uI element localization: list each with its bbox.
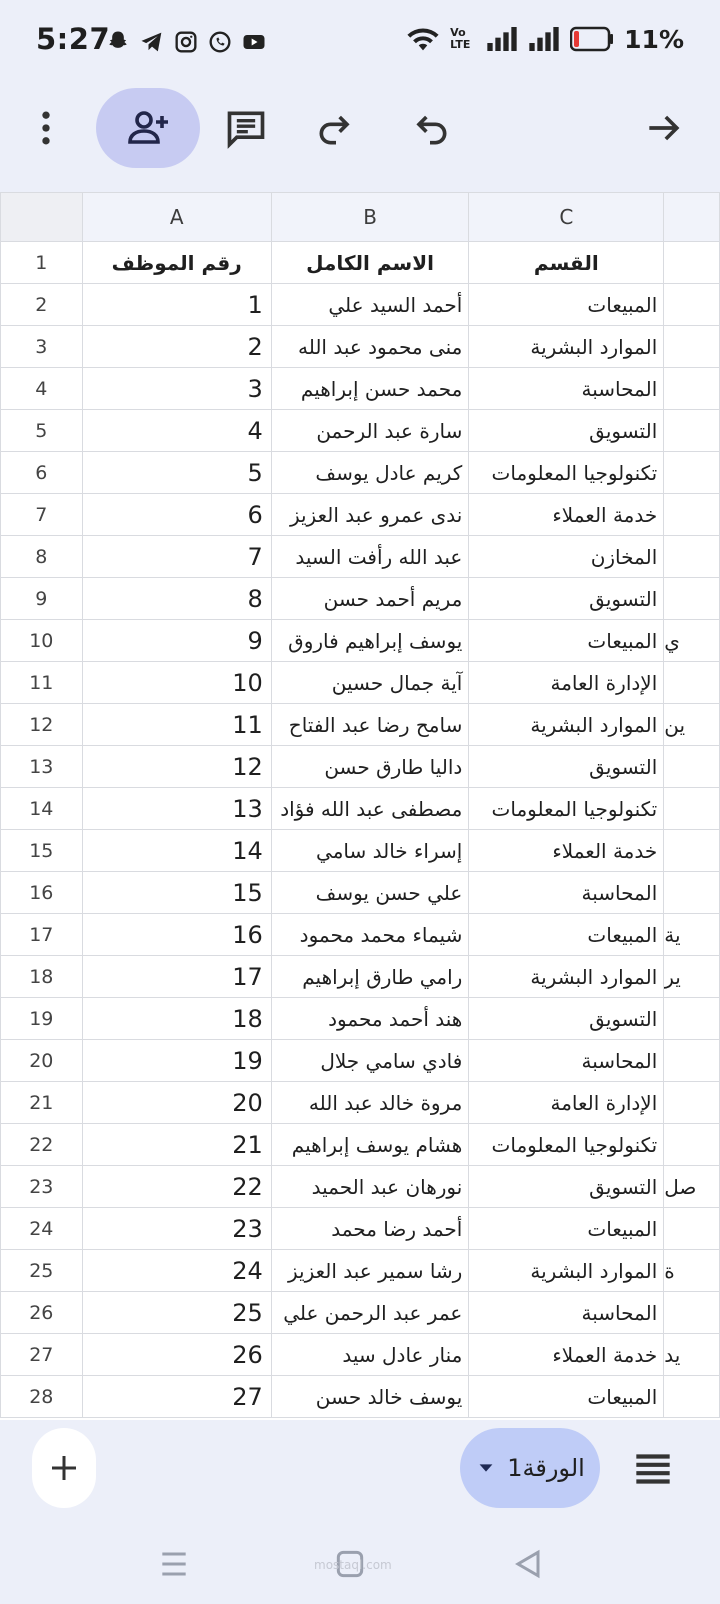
cell-full-name[interactable]: علي حسن يوسف <box>271 872 469 914</box>
row-number[interactable]: 16 <box>1 872 83 914</box>
column-header-a[interactable]: A <box>82 193 271 242</box>
cell-full-name[interactable]: مروة خالد عبد الله <box>271 1082 469 1124</box>
table-row <box>1 998 720 1040</box>
cell-column-d[interactable] <box>664 368 720 410</box>
cell-column-d[interactable] <box>664 1124 720 1166</box>
select-all-corner[interactable] <box>1 193 83 242</box>
cell-department[interactable]: المحاسبة <box>469 368 664 410</box>
cell-employee-id[interactable]: 11 <box>82 704 271 746</box>
row-number[interactable]: 22 <box>1 1124 83 1166</box>
row-number[interactable]: 28 <box>1 1376 83 1418</box>
cell-column-d[interactable] <box>664 1376 720 1418</box>
network-label: Vo LTE <box>450 26 471 51</box>
cell-full-name[interactable]: منى محمود عبد الله <box>271 326 469 368</box>
table-row <box>1 956 720 998</box>
sheet-tabs-bar <box>0 1420 720 1532</box>
cell-employee-id[interactable]: 1 <box>82 284 271 326</box>
cell-department[interactable]: خدمة العملاء <box>469 494 664 536</box>
table-row <box>1 578 720 620</box>
cell-column-d[interactable]: صل <box>664 1166 720 1208</box>
cell-employee-id[interactable]: 23 <box>82 1208 271 1250</box>
cell-employee-id[interactable]: 3 <box>82 368 271 410</box>
cell-column-d[interactable] <box>664 1292 720 1334</box>
cell-department[interactable]: المحاسبة <box>469 1040 664 1082</box>
table-row <box>1 1082 720 1124</box>
table-row <box>1 1376 720 1418</box>
cell-department[interactable]: خدمة العملاء <box>469 1334 664 1376</box>
cell-column-d[interactable] <box>664 410 720 452</box>
row-number[interactable]: 27 <box>1 1334 83 1376</box>
cell-column-d[interactable]: ين <box>664 704 720 746</box>
forward-button[interactable] <box>624 88 704 168</box>
cell-full-name[interactable]: مريم أحمد حسن <box>271 578 469 620</box>
more-options-button[interactable] <box>6 88 86 168</box>
battery-percent: 11% <box>624 24 684 54</box>
status-app-icons <box>104 28 268 56</box>
sheet-list-icon <box>628 1444 678 1494</box>
status-time: 5:27 <box>36 22 111 56</box>
cell-full-name[interactable]: داليا طارق حسن <box>271 746 469 788</box>
spreadsheet-grid[interactable] <box>0 192 720 1420</box>
table-row <box>1 452 720 494</box>
row-number[interactable]: 13 <box>1 746 83 788</box>
cell-employee-id[interactable]: 21 <box>82 1124 271 1166</box>
table-row <box>1 872 720 914</box>
cell-column-d[interactable] <box>664 830 720 872</box>
table-row <box>1 914 720 956</box>
undo-button[interactable] <box>390 88 470 168</box>
table-row <box>1 704 720 746</box>
cell-column-d[interactable] <box>664 788 720 830</box>
cell-column-d[interactable] <box>664 998 720 1040</box>
cell-department[interactable]: المبيعات <box>469 914 664 956</box>
signal-icon-2 <box>528 25 560 53</box>
cell-full-name[interactable]: رشا سمير عبد العزيز <box>271 1250 469 1292</box>
recent-apps-icon[interactable] <box>154 1544 194 1584</box>
column-header-c[interactable]: C <box>469 193 664 242</box>
signal-icon <box>486 25 518 53</box>
cell-column-d[interactable] <box>664 578 720 620</box>
cell-department[interactable]: المبيعات <box>469 1208 664 1250</box>
cell-department[interactable]: المحاسبة <box>469 1292 664 1334</box>
table-row <box>1 326 720 368</box>
sheet-tab-label: الورقة1 <box>507 1454 585 1482</box>
cell-employee-id[interactable]: 16 <box>82 914 271 956</box>
cell-full-name[interactable]: عمر عبد الرحمن علي <box>271 1292 469 1334</box>
dropdown-arrow-icon <box>475 1457 497 1479</box>
cell-full-name[interactable]: أحمد السيد علي <box>271 284 469 326</box>
cell-employee-id[interactable]: 20 <box>82 1082 271 1124</box>
cell-department[interactable]: المحاسبة <box>469 872 664 914</box>
row-number[interactable]: 12 <box>1 704 83 746</box>
table-row <box>1 1208 720 1250</box>
cell-employee-id[interactable]: 22 <box>82 1166 271 1208</box>
cell-full-name[interactable]: أحمد رضا محمد <box>271 1208 469 1250</box>
header-row <box>1 242 720 284</box>
cell-department[interactable]: التسويق <box>469 998 664 1040</box>
row-number[interactable]: 9 <box>1 578 83 620</box>
table-row <box>1 536 720 578</box>
row-number[interactable]: 5 <box>1 410 83 452</box>
row-number[interactable]: 20 <box>1 1040 83 1082</box>
row-number[interactable]: 25 <box>1 1250 83 1292</box>
cell-employee-id[interactable]: 2 <box>82 326 271 368</box>
table-row <box>1 830 720 872</box>
row-number[interactable]: 4 <box>1 368 83 410</box>
cell-department[interactable]: المبيعات <box>469 1376 664 1418</box>
cell-full-name[interactable]: سارة عبد الرحمن <box>271 410 469 452</box>
sheet-table <box>0 192 720 1418</box>
cell-column-d[interactable] <box>664 452 720 494</box>
table-row <box>1 494 720 536</box>
cell-full-name[interactable]: فادي سامي جلال <box>271 1040 469 1082</box>
table-row <box>1 788 720 830</box>
row-number[interactable]: 17 <box>1 914 83 956</box>
row-number[interactable]: 26 <box>1 1292 83 1334</box>
cell-column-d[interactable] <box>664 1208 720 1250</box>
cell-employee-id[interactable]: 5 <box>82 452 271 494</box>
table-row <box>1 284 720 326</box>
cell-department[interactable]: تكنولوجيا المعلومات <box>469 788 664 830</box>
cell-full-name[interactable]: نورهان عبد الحميد <box>271 1166 469 1208</box>
cell-department[interactable]: المخازن <box>469 536 664 578</box>
row-number[interactable]: 19 <box>1 998 83 1040</box>
cell-full-name[interactable]: منار عادل سيد <box>271 1334 469 1376</box>
column-header-row <box>1 193 720 242</box>
cell-column-d[interactable] <box>664 494 720 536</box>
table-row <box>1 1040 720 1082</box>
cell-full-name[interactable]: كريم عادل يوسف <box>271 452 469 494</box>
cell-full-name[interactable]: سامح رضا عبد الفتاح <box>271 704 469 746</box>
cell-department[interactable]: الإدارة العامة <box>469 662 664 704</box>
table-row <box>1 1124 720 1166</box>
cell-column-d[interactable] <box>664 536 720 578</box>
row-number[interactable]: 24 <box>1 1208 83 1250</box>
cell-department[interactable]: الموارد البشرية <box>469 956 664 998</box>
undo-icon <box>408 106 452 150</box>
cell-employee-id[interactable]: 19 <box>82 1040 271 1082</box>
cell-department[interactable]: التسويق <box>469 578 664 620</box>
cell-employee-id[interactable]: 26 <box>82 1334 271 1376</box>
cell-department[interactable]: التسويق <box>469 410 664 452</box>
add-sheet-button[interactable] <box>32 1428 96 1508</box>
cell-full-name[interactable]: شيماء محمد محمود <box>271 914 469 956</box>
share-person-add-icon <box>124 104 172 152</box>
cell-column-d[interactable] <box>664 872 720 914</box>
sheets-toolbar <box>0 84 720 192</box>
cell-department[interactable]: المبيعات <box>469 620 664 662</box>
table-row <box>1 368 720 410</box>
cell-column-d[interactable] <box>664 746 720 788</box>
row-number[interactable]: 15 <box>1 830 83 872</box>
table-row <box>1 620 720 662</box>
row-number[interactable]: 23 <box>1 1166 83 1208</box>
cell-a1-employee-id-header[interactable]: رقم الموظف <box>82 242 271 284</box>
cell-department[interactable]: الموارد البشرية <box>469 1250 664 1292</box>
cell-department[interactable]: الموارد البشرية <box>469 704 664 746</box>
cell-employee-id[interactable]: 25 <box>82 1292 271 1334</box>
cell-full-name[interactable]: رامي طارق إبراهيم <box>271 956 469 998</box>
cell-employee-id[interactable]: 6 <box>82 494 271 536</box>
cell-department[interactable]: المبيعات <box>469 284 664 326</box>
sheet-tab-1[interactable] <box>460 1428 600 1508</box>
row-number[interactable]: 14 <box>1 788 83 830</box>
table-row <box>1 1166 720 1208</box>
back-icon[interactable] <box>508 1544 548 1584</box>
table-row <box>1 662 720 704</box>
cell-department[interactable]: تكنولوجيا المعلومات <box>469 452 664 494</box>
cell-employee-id[interactable]: 8 <box>82 578 271 620</box>
forward-arrow-icon <box>642 106 686 150</box>
cell-column-d[interactable]: ير <box>664 956 720 998</box>
cell-employee-id[interactable]: 10 <box>82 662 271 704</box>
cell-column-d[interactable] <box>664 1040 720 1082</box>
cell-full-name[interactable]: إسراء خالد سامي <box>271 830 469 872</box>
cell-full-name[interactable]: آية جمال حسين <box>271 662 469 704</box>
cell-department[interactable]: الموارد البشرية <box>469 326 664 368</box>
snapchat-icon <box>104 28 132 56</box>
cell-full-name[interactable]: يوسف خالد حسن <box>271 1376 469 1418</box>
row-number[interactable]: 2 <box>1 284 83 326</box>
cell-column-d[interactable] <box>664 662 720 704</box>
cell-column-d[interactable] <box>664 1082 720 1124</box>
cell-column-d[interactable]: ة <box>664 1250 720 1292</box>
row-number[interactable]: 10 <box>1 620 83 662</box>
cell-department[interactable]: الإدارة العامة <box>469 1082 664 1124</box>
cell-full-name[interactable]: هشام يوسف إبراهيم <box>271 1124 469 1166</box>
table-row <box>1 746 720 788</box>
cell-column-d[interactable]: ية <box>664 914 720 956</box>
row-number[interactable]: 8 <box>1 536 83 578</box>
cell-c1-department-header[interactable]: القسم <box>469 242 664 284</box>
cell-department[interactable]: تكنولوجيا المعلومات <box>469 1124 664 1166</box>
cell-employee-id[interactable]: 27 <box>82 1376 271 1418</box>
instagram-icon <box>172 28 200 56</box>
cell-full-name[interactable]: يوسف إبراهيم فاروق <box>271 620 469 662</box>
table-row <box>1 1250 720 1292</box>
comment-button[interactable] <box>206 88 286 168</box>
share-button[interactable] <box>96 88 200 168</box>
cell-employee-id[interactable]: 9 <box>82 620 271 662</box>
cell-employee-id[interactable]: 13 <box>82 788 271 830</box>
cell-department[interactable]: خدمة العملاء <box>469 830 664 872</box>
cell-department[interactable]: التسويق <box>469 1166 664 1208</box>
row-number[interactable]: 18 <box>1 956 83 998</box>
cell-employee-id[interactable]: 15 <box>82 872 271 914</box>
wifi-icon <box>406 24 440 54</box>
cell-b1-full-name-header[interactable]: الاسم الكامل <box>271 242 469 284</box>
comment-icon <box>224 106 268 150</box>
cell-column-d[interactable]: ي <box>664 620 720 662</box>
row-number[interactable]: 6 <box>1 452 83 494</box>
cell-full-name[interactable]: عبد الله رأفت السيد <box>271 536 469 578</box>
youtube-icon <box>240 28 268 56</box>
cell-d1[interactable] <box>664 242 720 284</box>
table-row <box>1 410 720 452</box>
whatsapp-icon <box>206 28 234 56</box>
plus-icon <box>46 1450 82 1486</box>
row-number[interactable]: 21 <box>1 1082 83 1124</box>
table-row <box>1 1334 720 1376</box>
row-number[interactable]: 1 <box>1 242 83 284</box>
telegram-icon <box>138 28 166 56</box>
system-nav-bar <box>0 1532 720 1604</box>
column-header-d[interactable] <box>664 193 720 242</box>
column-header-b[interactable]: B <box>271 193 469 242</box>
status-indicators <box>406 24 684 54</box>
cell-column-d[interactable]: يد <box>664 1334 720 1376</box>
cell-full-name[interactable]: مصطفى عبد الله فؤاد <box>271 788 469 830</box>
redo-icon <box>314 106 358 150</box>
row-number[interactable]: 11 <box>1 662 83 704</box>
cell-employee-id[interactable]: 17 <box>82 956 271 998</box>
table-row <box>1 1292 720 1334</box>
all-sheets-button[interactable] <box>628 1444 678 1494</box>
cell-employee-id[interactable]: 14 <box>82 830 271 872</box>
redo-button[interactable] <box>296 88 376 168</box>
cell-employee-id[interactable]: 4 <box>82 410 271 452</box>
cell-department[interactable]: التسويق <box>469 746 664 788</box>
watermark-text: mostaql.com <box>314 1558 392 1572</box>
cell-employee-id[interactable]: 18 <box>82 998 271 1040</box>
status-bar <box>0 0 720 84</box>
cell-full-name[interactable]: ندى عمرو عبد العزيز <box>271 494 469 536</box>
more-vert-icon <box>24 106 68 150</box>
battery-icon <box>570 26 614 52</box>
cell-column-d[interactable] <box>664 284 720 326</box>
cell-employee-id[interactable]: 24 <box>82 1250 271 1292</box>
cell-full-name[interactable]: محمد حسن إبراهيم <box>271 368 469 410</box>
row-number[interactable]: 7 <box>1 494 83 536</box>
cell-employee-id[interactable]: 7 <box>82 536 271 578</box>
cell-employee-id[interactable]: 12 <box>82 746 271 788</box>
cell-full-name[interactable]: هند أحمد محمود <box>271 998 469 1040</box>
cell-column-d[interactable] <box>664 326 720 368</box>
row-number[interactable]: 3 <box>1 326 83 368</box>
